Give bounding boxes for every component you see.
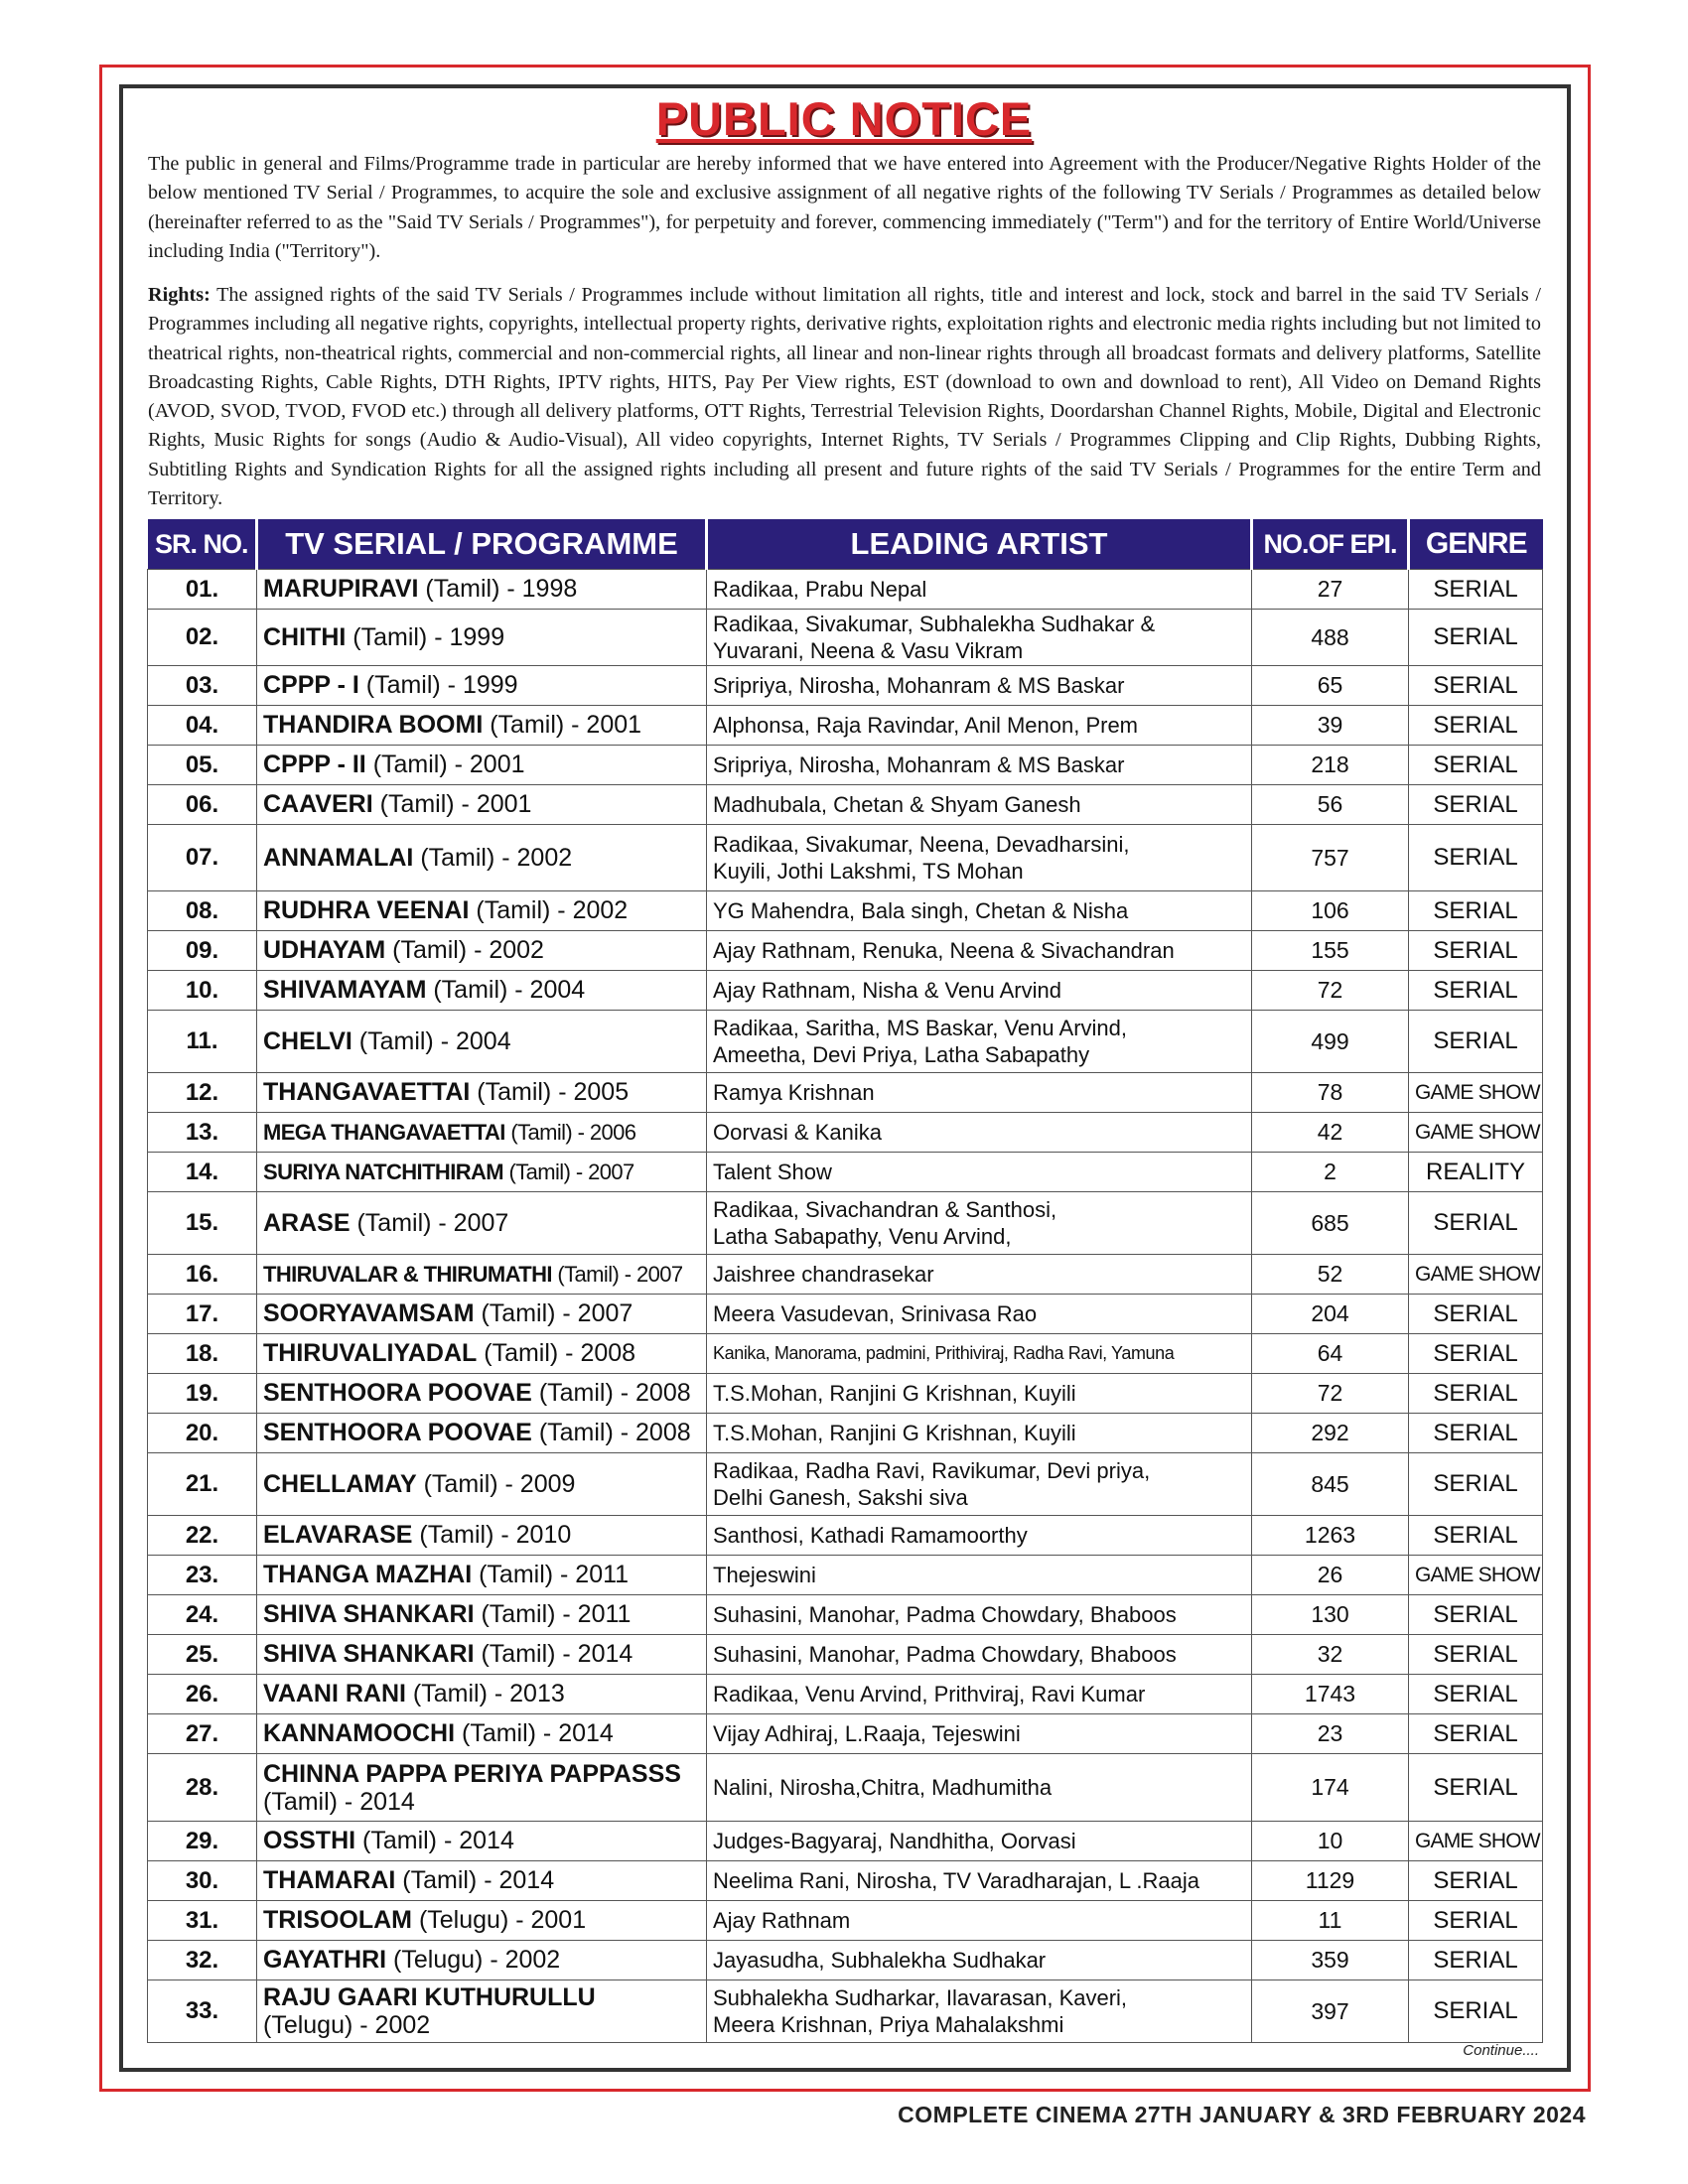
artist-line: Latha Sabapathy, Venu Arvind, (713, 1224, 1012, 1249)
table-row (148, 1295, 1543, 1334)
table-row (148, 1073, 1543, 1113)
programme-name: CHINNA PAPPA PERIYA PAPPASSS (263, 1759, 681, 1788)
programme-name: MARUPIRAVI (263, 575, 419, 603)
row-sr-no: 28. (148, 1754, 257, 1822)
row-artist (707, 1011, 1252, 1073)
programme-name: CPPP - I (263, 671, 359, 699)
row-artist: Suhasini, Manohar, Padma Chowdary, Bhaboos (707, 1595, 1252, 1635)
row-programme (257, 1901, 707, 1941)
programme-language-year: (Tamil) - 2008 (531, 1419, 691, 1446)
programme-name: OSSTHI (263, 1827, 356, 1854)
row-sr-no: 07. (148, 825, 257, 891)
programme-name: ARASE (263, 1208, 351, 1237)
row-programme (257, 1754, 707, 1822)
table-row (148, 570, 1543, 610)
row-episodes: 72 (1252, 971, 1409, 1011)
row-artist: Ramya Krishnan (707, 1073, 1252, 1113)
row-episodes: 1743 (1252, 1675, 1409, 1714)
row-artist: Madhubala, Chetan & Shyam Ganesh (707, 785, 1252, 825)
programme-language-year: (Tamil) - 1999 (358, 671, 518, 699)
header-episodes: NO.OF EPI. (1252, 519, 1409, 570)
row-programme (257, 706, 707, 746)
row-episodes: 1129 (1252, 1861, 1409, 1901)
row-episodes: 72 (1252, 1374, 1409, 1414)
row-genre: SERIAL (1409, 570, 1543, 610)
intro-paragraph: The public in general and Films/Programme trade in particular are hereby informed that we have entered into Agreement with the Producer/Negative Rights Holder of the below mentioned TV Serial / Programmes, to acquire the sole and exclusive assignment of all negative rights of the following TV Serials / Programmes as detailed below (hereinafter referred to as the "Said TV Serials / Programmes"), for perpetuity and forever, commencing immediately ("Term") and for the territory of Entire World/Universe including India ("Territory"). (148, 153, 1541, 262)
row-sr-no: 23. (148, 1556, 257, 1595)
row-artist: Kanika, Manorama, padmini, Prithiviraj, Radha Ravi, Yamuna (707, 1334, 1252, 1374)
programme-name: MEGA THANGAVAETTAI (263, 1119, 505, 1145)
table-row (148, 746, 1543, 785)
artist-line: Radikaa, Sivakumar, Subhalekha Sudhakar & (713, 612, 1156, 636)
programme-language-year: (Tamil) - 2010 (412, 1521, 572, 1549)
row-sr-no: 32. (148, 1941, 257, 1980)
row-genre: SERIAL (1409, 1980, 1543, 2043)
programme-language-year: (Telugu) - 2002 (386, 1946, 561, 1974)
programme-language-year: (Tamil) - 2008 (477, 1339, 636, 1367)
row-episodes: 218 (1252, 746, 1409, 785)
row-episodes: 2 (1252, 1153, 1409, 1192)
artist-line: Subhalekha Sudharkar, Ilavarasan, Kaveri, (713, 1985, 1128, 2010)
row-episodes: 845 (1252, 1453, 1409, 1516)
row-episodes: 130 (1252, 1595, 1409, 1635)
programme-language-year: (Telugu) - 2001 (412, 1906, 587, 1934)
programme-name: ANNAMALAI (263, 843, 414, 872)
programme-language-year: (Tamil) - 2002 (413, 843, 573, 872)
artist-line: Radikaa, Sivakumar, Neena, Devadharsini, (713, 832, 1130, 857)
row-genre: SERIAL (1409, 1901, 1543, 1941)
row-artist: Judges-Bagyaraj, Nandhitha, Oorvasi (707, 1822, 1252, 1861)
programme-name: THIRUVALAR & THIRUMATHI (263, 1261, 552, 1287)
row-episodes: 397 (1252, 1980, 1409, 2043)
row-genre: SERIAL (1409, 1374, 1543, 1414)
programme-language-year: (Tamil) - 2013 (405, 1680, 565, 1707)
row-genre: SERIAL (1409, 706, 1543, 746)
row-artist: Radikaa, Venu Arvind, Prithviraj, Ravi Kumar (707, 1675, 1252, 1714)
programme-name: CAAVERI (263, 790, 373, 818)
row-genre: GAME SHOW (1409, 1073, 1543, 1113)
row-genre: SERIAL (1409, 666, 1543, 706)
programme-language-year: (Tamil) - 2004 (352, 1026, 511, 1055)
row-episodes: 56 (1252, 785, 1409, 825)
row-genre: SERIAL (1409, 1861, 1543, 1901)
row-artist: Nalini, Nirosha,Chitra, Madhumitha (707, 1754, 1252, 1822)
table-header-row (148, 519, 1543, 570)
row-episodes: 39 (1252, 706, 1409, 746)
table-row (148, 666, 1543, 706)
programme-language-year: (Tamil) - 2001 (483, 711, 642, 739)
row-sr-no: 30. (148, 1861, 257, 1901)
row-programme (257, 1980, 707, 2043)
row-episodes: 204 (1252, 1295, 1409, 1334)
row-sr-no: 14. (148, 1153, 257, 1192)
row-episodes: 155 (1252, 931, 1409, 971)
programme-name: RUDHRA VEENAI (263, 896, 470, 924)
row-programme (257, 1861, 707, 1901)
programme-language-year: (Telugu) - 2002 (263, 2011, 431, 2039)
table-row (148, 1822, 1543, 1861)
programme-name: TRISOOLAM (263, 1906, 412, 1934)
row-artist: Santhosi, Kathadi Ramamoorthy (707, 1516, 1252, 1556)
programme-language-year: (Tamil) - 2008 (531, 1379, 691, 1407)
row-sr-no: 26. (148, 1675, 257, 1714)
programme-name: CHITHI (263, 622, 347, 651)
programme-language-year: (Tamil) - 2014 (474, 1640, 633, 1668)
row-genre: GAME SHOW (1409, 1822, 1543, 1861)
row-artist (707, 825, 1252, 891)
row-episodes: 32 (1252, 1635, 1409, 1675)
row-programme (257, 570, 707, 610)
row-genre: SERIAL (1409, 746, 1543, 785)
row-genre: GAME SHOW (1409, 1113, 1543, 1153)
row-sr-no: 13. (148, 1113, 257, 1153)
row-programme (257, 1414, 707, 1453)
row-sr-no: 22. (148, 1516, 257, 1556)
programme-language-year: (Tamil) - 2004 (426, 976, 586, 1004)
row-genre: SERIAL (1409, 971, 1543, 1011)
row-programme (257, 1374, 707, 1414)
artist-line: Radikaa, Saritha, MS Baskar, Venu Arvind, (713, 1016, 1128, 1040)
programme-name: THANDIRA BOOMI (263, 711, 484, 739)
row-artist: Vijay Adhiraj, L.Raaja, Tejeswini (707, 1714, 1252, 1754)
table-row (148, 1861, 1543, 1901)
row-artist: Sripriya, Nirosha, Mohanram & MS Baskar (707, 746, 1252, 785)
row-programme (257, 666, 707, 706)
row-episodes: 488 (1252, 610, 1409, 666)
row-sr-no: 29. (148, 1822, 257, 1861)
row-sr-no: 33. (148, 1980, 257, 2043)
row-programme (257, 610, 707, 666)
row-genre: SERIAL (1409, 1754, 1543, 1822)
row-artist: Ajay Rathnam, Renuka, Neena & Sivachandran (707, 931, 1252, 971)
row-sr-no: 03. (148, 666, 257, 706)
row-artist: Meera Vasudevan, Srinivasa Rao (707, 1295, 1252, 1334)
row-sr-no: 04. (148, 706, 257, 746)
row-genre: SERIAL (1409, 1453, 1543, 1516)
programme-name: SENTHOORA POOVAE (263, 1379, 532, 1407)
table-row (148, 1192, 1543, 1255)
publication-footer: COMPLETE CINEMA 27TH JANUARY & 3RD FEBRUARY 2024 (898, 2102, 1586, 2127)
artist-line: Kuyili, Jothi Lakshmi, TS Mohan (713, 859, 1024, 884)
programme-name: SHIVA SHANKARI (263, 1640, 475, 1668)
table-row (148, 1901, 1543, 1941)
row-programme (257, 1255, 707, 1295)
header-genre: GENRE (1409, 519, 1543, 570)
programme-name: CPPP - II (263, 751, 366, 778)
row-artist: T.S.Mohan, Ranjini G Krishnan, Kuyili (707, 1374, 1252, 1414)
row-artist: Ajay Rathnam (707, 1901, 1252, 1941)
programme-language-year: (Tamil) - 2011 (472, 1561, 630, 1588)
table-row (148, 1556, 1543, 1595)
row-artist: Jayasudha, Subhalekha Sudhakar (707, 1941, 1252, 1980)
row-programme (257, 1073, 707, 1113)
row-episodes: 27 (1252, 570, 1409, 610)
row-genre: REALITY (1409, 1153, 1543, 1192)
header-programme: TV SERIAL / PROGRAMME (257, 519, 707, 570)
artist-line: Radikaa, Sivachandran & Santhosi, (713, 1197, 1057, 1222)
row-programme (257, 1192, 707, 1255)
table-row (148, 1374, 1543, 1414)
rights-text: The assigned rights of the said TV Serials / Programmes include without limitation all rights, title and interest and lock, stock and barrel in the said TV Serials / Programmes including all negative rights, copyrights, intellectual property rights, derivative rights, exploitation rights and electronic media rights including but not limited to theatrical rights, non-theatrical rights, commercial and non-commercial rights, all linear and non-linear rights through all broadcast formats and delivery platforms, Satellite Broadcasting Rights, Cable Rights, DTH Rights, IPTV rights, HITS, Pay Per View rights, EST (download to own and download to rent), All Video on Demand Rights (AVOD, SVOD, TVOD, FVOD etc.) through all delivery platforms, OTT Rights, Terrestrial Television Rights, Doordarshan Channel Rights, Mobile, Digital and Electronic Rights, Music Rights for songs (Audio & Audio-Visual), All video copyrights, Internet Rights, TV Serials / Programmes Clipping and Clip Rights, Dubbing Rights, Subtitling Rights and Syndication Rights for all the assigned rights including all present and future rights of the said TV Serials / Programmes for the entire Term and Territory. (148, 284, 1541, 510)
row-sr-no: 18. (148, 1334, 257, 1374)
continue-note: Continue.... (1463, 2042, 1539, 2059)
programme-name: SHIVAMAYAM (263, 976, 427, 1004)
programme-name: THANGA MAZHAI (263, 1561, 473, 1588)
row-episodes: 10 (1252, 1822, 1409, 1861)
row-genre: SERIAL (1409, 1714, 1543, 1754)
row-sr-no: 16. (148, 1255, 257, 1295)
row-programme (257, 1595, 707, 1635)
table-row (148, 1714, 1543, 1754)
programme-language-year: (Tamil) - 1999 (346, 622, 505, 651)
row-episodes: 1263 (1252, 1516, 1409, 1556)
header-artist: LEADING ARTIST (707, 519, 1252, 570)
row-artist (707, 1192, 1252, 1255)
row-artist: Talent Show (707, 1153, 1252, 1192)
row-sr-no: 27. (148, 1714, 257, 1754)
row-artist (707, 610, 1252, 666)
table-row (148, 1516, 1543, 1556)
programme-language-year: (Tamil) - 2007 (551, 1261, 683, 1287)
row-programme (257, 891, 707, 931)
row-programme (257, 1453, 707, 1516)
row-artist: Oorvasi & Kanika (707, 1113, 1252, 1153)
row-sr-no: 09. (148, 931, 257, 971)
row-sr-no: 08. (148, 891, 257, 931)
table-row (148, 1334, 1543, 1374)
table-row (148, 825, 1543, 891)
row-programme (257, 1822, 707, 1861)
programme-language-year: (Tamil) - 2014 (395, 1866, 555, 1894)
table-row (148, 1011, 1543, 1073)
table-row (148, 971, 1543, 1011)
table-row (148, 1414, 1543, 1453)
row-sr-no: 05. (148, 746, 257, 785)
programme-language-year: (Tamil) - 2001 (372, 790, 532, 818)
row-episodes: 499 (1252, 1011, 1409, 1073)
row-artist: Suhasini, Manohar, Padma Chowdary, Bhaboos (707, 1635, 1252, 1675)
programme-name: SOORYAVAMSAM (263, 1299, 475, 1327)
table-row (148, 1941, 1543, 1980)
row-artist: Jaishree chandrasekar (707, 1255, 1252, 1295)
notice-title: PUBLIC NOTICE (655, 92, 1033, 145)
row-artist: YG Mahendra, Bala singh, Chetan & Nisha (707, 891, 1252, 931)
programme-language-year: (Tamil) - 2014 (355, 1827, 514, 1854)
row-artist: Neelima Rani, Nirosha, TV Varadharajan, L .Raaja (707, 1861, 1252, 1901)
programme-language-year: (Tamil) - 2009 (416, 1469, 576, 1498)
row-artist: T.S.Mohan, Ranjini G Krishnan, Kuyili (707, 1414, 1252, 1453)
row-sr-no: 02. (148, 610, 257, 666)
rights-paragraph (148, 281, 1541, 513)
row-episodes: 23 (1252, 1714, 1409, 1754)
programme-language-year: (Tamil) - 2002 (469, 896, 629, 924)
row-programme (257, 825, 707, 891)
row-genre: SERIAL (1409, 1011, 1543, 1073)
row-programme (257, 1295, 707, 1334)
row-genre: SERIAL (1409, 931, 1543, 971)
row-genre: SERIAL (1409, 610, 1543, 666)
programme-name: SENTHOORA POOVAE (263, 1419, 532, 1446)
programme-language-year: (Tamil) - 2005 (470, 1078, 630, 1106)
row-genre: SERIAL (1409, 1334, 1543, 1374)
table-row (148, 931, 1543, 971)
programme-name: THIRUVALIYADAL (263, 1339, 478, 1367)
row-artist: Radikaa, Prabu Nepal (707, 570, 1252, 610)
row-genre: SERIAL (1409, 785, 1543, 825)
row-artist: Thejeswini (707, 1556, 1252, 1595)
table-row (148, 1153, 1543, 1192)
row-programme (257, 1941, 707, 1980)
artist-line: Meera Krishnan, Priya Mahalakshmi (713, 2012, 1064, 2037)
programme-name: KANNAMOOCHI (263, 1719, 456, 1747)
programme-language-year: (Tamil) - 2014 (263, 1787, 415, 1816)
row-programme (257, 1011, 707, 1073)
row-episodes: 757 (1252, 825, 1409, 891)
row-episodes: 78 (1252, 1073, 1409, 1113)
programme-name: SURIYA NATCHITHIRAM (263, 1159, 504, 1184)
programme-language-year: (Tamil) - 2011 (474, 1600, 632, 1628)
row-sr-no: 06. (148, 785, 257, 825)
header-sr-no: SR. NO. (148, 519, 257, 570)
programme-name: SHIVA SHANKARI (263, 1600, 475, 1628)
row-episodes: 359 (1252, 1941, 1409, 1980)
row-genre: GAME SHOW (1409, 1255, 1543, 1295)
programme-name: THANGAVAETTAI (263, 1078, 471, 1106)
programme-language-year: (Tamil) - 2007 (350, 1208, 509, 1237)
row-programme (257, 785, 707, 825)
artist-line: Ameetha, Devi Priya, Latha Sabapathy (713, 1042, 1090, 1067)
table-row (148, 706, 1543, 746)
row-episodes: 65 (1252, 666, 1409, 706)
row-episodes: 64 (1252, 1334, 1409, 1374)
row-sr-no: 24. (148, 1595, 257, 1635)
table-row (148, 1980, 1543, 2043)
row-sr-no: 11. (148, 1011, 257, 1073)
row-genre: SERIAL (1409, 1595, 1543, 1635)
programme-name: ELAVARASE (263, 1521, 413, 1549)
row-episodes: 174 (1252, 1754, 1409, 1822)
row-programme (257, 1675, 707, 1714)
row-sr-no: 12. (148, 1073, 257, 1113)
programme-language-year: (Tamil) - 2002 (385, 936, 544, 964)
programme-name: VAANI RANI (263, 1680, 406, 1707)
row-sr-no: 10. (148, 971, 257, 1011)
row-sr-no: 21. (148, 1453, 257, 1516)
row-artist: Ajay Rathnam, Nisha & Venu Arvind (707, 971, 1252, 1011)
row-programme (257, 1635, 707, 1675)
row-sr-no: 17. (148, 1295, 257, 1334)
row-genre: SERIAL (1409, 891, 1543, 931)
table-row (148, 610, 1543, 666)
programme-name: GAYATHRI (263, 1946, 387, 1974)
table-row (148, 1113, 1543, 1153)
programme-language-year: (Tamil) - 2014 (455, 1719, 614, 1747)
programme-name: RAJU GAARI KUTHURULLU (263, 1983, 596, 2011)
rights-label: Rights: (148, 284, 211, 306)
row-programme (257, 971, 707, 1011)
table-row (148, 785, 1543, 825)
row-programme (257, 931, 707, 971)
row-sr-no: 25. (148, 1635, 257, 1675)
programme-table (147, 519, 1543, 2043)
row-programme (257, 1714, 707, 1754)
row-genre: SERIAL (1409, 1295, 1543, 1334)
row-genre: GAME SHOW (1409, 1556, 1543, 1595)
row-artist (707, 1453, 1252, 1516)
table-row (148, 1635, 1543, 1675)
table-row (148, 1453, 1543, 1516)
row-programme (257, 1334, 707, 1374)
row-artist (707, 1980, 1252, 2043)
programme-language-year: (Tamil) - 2007 (474, 1299, 633, 1327)
programme-language-year: (Tamil) - 2007 (503, 1159, 634, 1184)
row-genre: SERIAL (1409, 1635, 1543, 1675)
table-row (148, 1595, 1543, 1635)
programme-name: UDHAYAM (263, 936, 386, 964)
row-episodes: 26 (1252, 1556, 1409, 1595)
programme-name: THAMARAI (263, 1866, 396, 1894)
row-genre: SERIAL (1409, 1414, 1543, 1453)
row-episodes: 52 (1252, 1255, 1409, 1295)
row-artist: Sripriya, Nirosha, Mohanram & MS Baskar (707, 666, 1252, 706)
artist-line: Radikaa, Radha Ravi, Ravikumar, Devi priya, (713, 1458, 1151, 1483)
row-episodes: 685 (1252, 1192, 1409, 1255)
row-genre: SERIAL (1409, 825, 1543, 891)
programme-name: CHELVI (263, 1026, 352, 1055)
row-sr-no: 01. (148, 570, 257, 610)
row-programme (257, 1516, 707, 1556)
row-sr-no: 15. (148, 1192, 257, 1255)
row-genre: SERIAL (1409, 1516, 1543, 1556)
row-episodes: 106 (1252, 891, 1409, 931)
row-sr-no: 31. (148, 1901, 257, 1941)
row-programme (257, 1556, 707, 1595)
row-episodes: 11 (1252, 1901, 1409, 1941)
row-sr-no: 20. (148, 1414, 257, 1453)
programme-language-year: (Tamil) - 2006 (504, 1119, 636, 1145)
row-episodes: 42 (1252, 1113, 1409, 1153)
programme-language-year: (Tamil) - 2001 (365, 751, 525, 778)
table-row (148, 1255, 1543, 1295)
programme-language-year: (Tamil) - 1998 (418, 575, 578, 603)
row-programme (257, 746, 707, 785)
artist-line: Delhi Ganesh, Sakshi siva (713, 1485, 968, 1510)
programme-name: CHELLAMAY (263, 1469, 417, 1498)
row-episodes: 292 (1252, 1414, 1409, 1453)
row-genre: SERIAL (1409, 1192, 1543, 1255)
table-row (148, 1675, 1543, 1714)
row-artist: Alphonsa, Raja Ravindar, Anil Menon, Prem (707, 706, 1252, 746)
row-genre: SERIAL (1409, 1675, 1543, 1714)
row-programme (257, 1113, 707, 1153)
row-genre: SERIAL (1409, 1941, 1543, 1980)
row-programme (257, 1153, 707, 1192)
row-sr-no: 19. (148, 1374, 257, 1414)
artist-line: Yuvarani, Neena & Vasu Vikram (713, 638, 1024, 663)
table-row (148, 1754, 1543, 1822)
table-row (148, 891, 1543, 931)
